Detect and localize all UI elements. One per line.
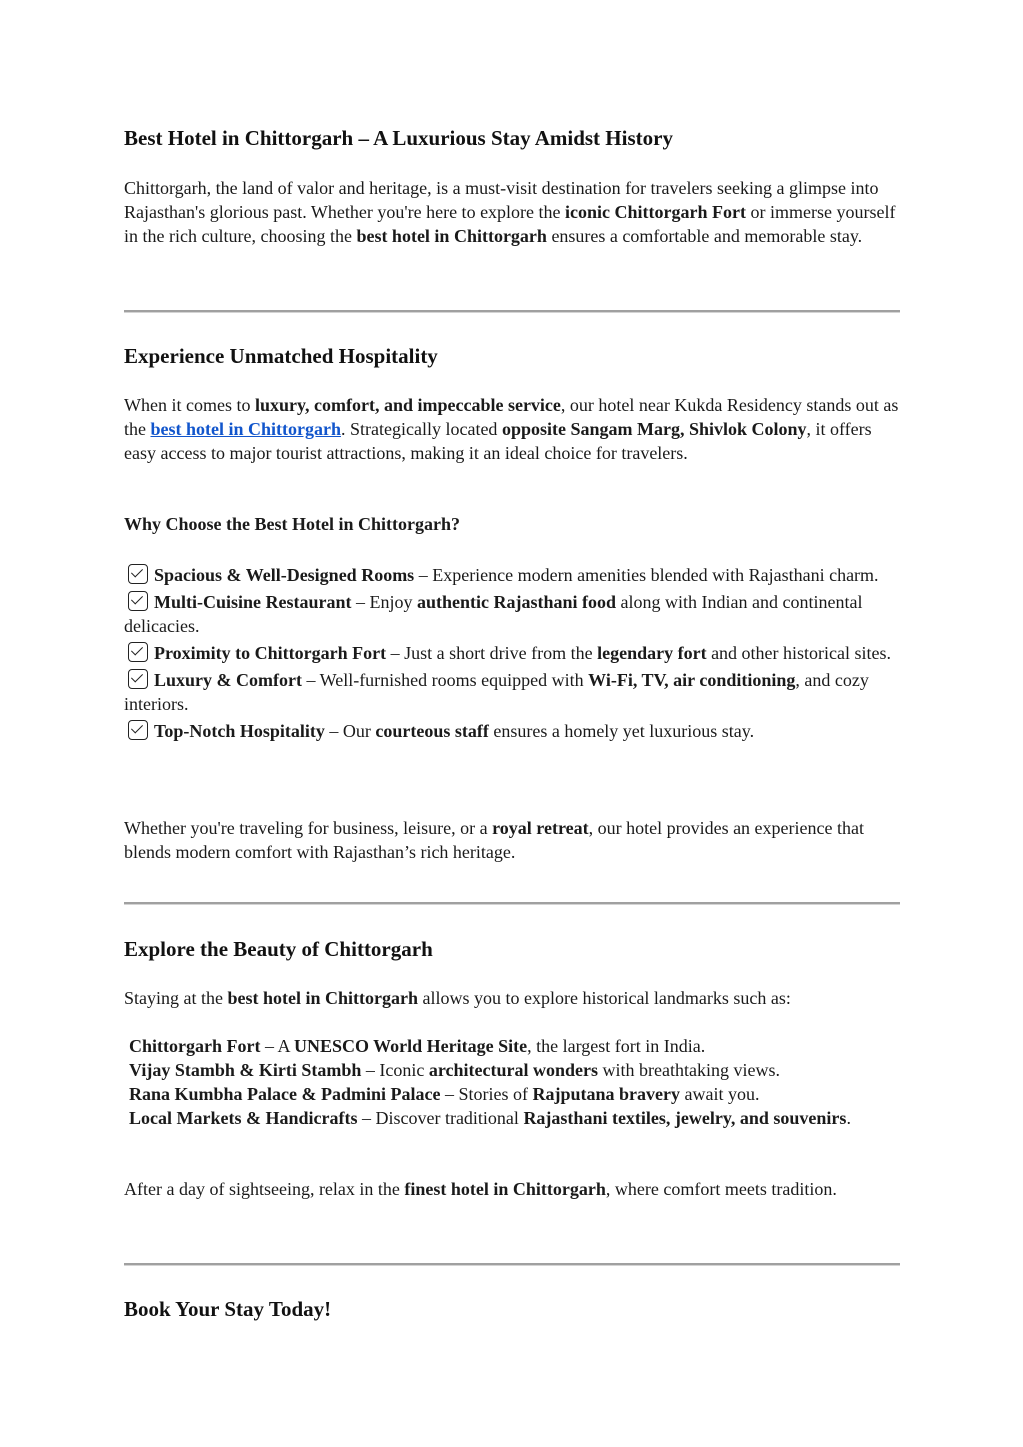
landmarks-list [124,1034,900,1130]
checkbox-icon [128,591,148,611]
divider [124,1263,900,1266]
list-item: Rana Kumbha Palace & Padmini Palace – Stories of Rajputana bravery await you. [129,1084,760,1104]
page-title: Best Hotel in Chittorgarh – A Luxurious Stay Amidst History [124,126,673,150]
explore-paragraph: Staying at the best hotel in Chittorgarh allows you to explore historical landmarks such as: [124,988,791,1008]
list-item: Proximity to Chittorgarh Fort – Just a short drive from the legendary fort and other historical sites. [124,641,900,665]
list-item: Spacious & Well-Designed Rooms – Experience modern amenities blended with Rajasthani charm. [124,563,900,587]
intro-paragraph: Chittorgarh, the land of valor and heritage, is a must-visit destination for travelers seeking a glimpse into Rajasthan's glorious past. Whether you're here to explore the iconic Chittorgarh Fort or immerse yourself in the rich culture, choosing the best hotel in Chittorgarh ensures a comfortable and memorable stay. [124,178,896,246]
divider [124,310,900,313]
retreat-paragraph: Whether you're traveling for business, leisure, or a royal retreat, our hotel provides an experience that blends modern comfort with Rajasthan’s rich heritage. [124,818,864,862]
section-heading-hospitality: Experience Unmatched Hospitality [124,344,438,368]
list-item: Local Markets & Handicrafts – Discover traditional Rajasthani textiles, jewelry, and souvenirs. [129,1108,851,1128]
list-item: Luxury & Comfort – Well-furnished rooms equipped with Wi-Fi, TV, air conditioning, and cozy interiors. [124,670,869,714]
checkbox-icon [128,669,148,689]
checkbox-icon [128,642,148,662]
features-list [124,563,900,746]
section-heading-explore: Explore the Beauty of Chittorgarh [124,937,433,961]
best-hotel-link[interactable]: best hotel in Chittorgarh [150,419,341,439]
checkbox-icon [128,564,148,584]
why-choose-heading: Why Choose the Best Hotel in Chittorgarh? [124,514,460,534]
list-item: Chittorgarh Fort – A UNESCO World Heritage Site, the largest fort in India. [129,1036,706,1056]
checkbox-icon [128,720,148,740]
section-heading-book: Book Your Stay Today! [124,1297,332,1321]
sightseeing-paragraph: After a day of sightseeing, relax in the finest hotel in Chittorgarh, where comfort meets tradition. [124,1179,837,1199]
list-item: Top-Notch Hospitality – Our courteous staff ensures a homely yet luxurious stay. [124,719,900,743]
list-item: Vijay Stambh & Kirti Stambh – Iconic architectural wonders with breathtaking views. [129,1060,780,1080]
divider [124,902,900,905]
hospitality-paragraph: When it comes to luxury, comfort, and impeccable service, our hotel near Kukda Residency stands out as the best hotel in Chittorgarh. Strategically located opposite Sangam Marg, Shivlok Colony, it offers easy access to major tourist attractions, making it an ideal choice for travelers. [124,395,899,463]
list-item: Multi-Cuisine Restaurant – Enjoy authentic Rajasthani food along with Indian and continental delicacies. [124,592,863,636]
